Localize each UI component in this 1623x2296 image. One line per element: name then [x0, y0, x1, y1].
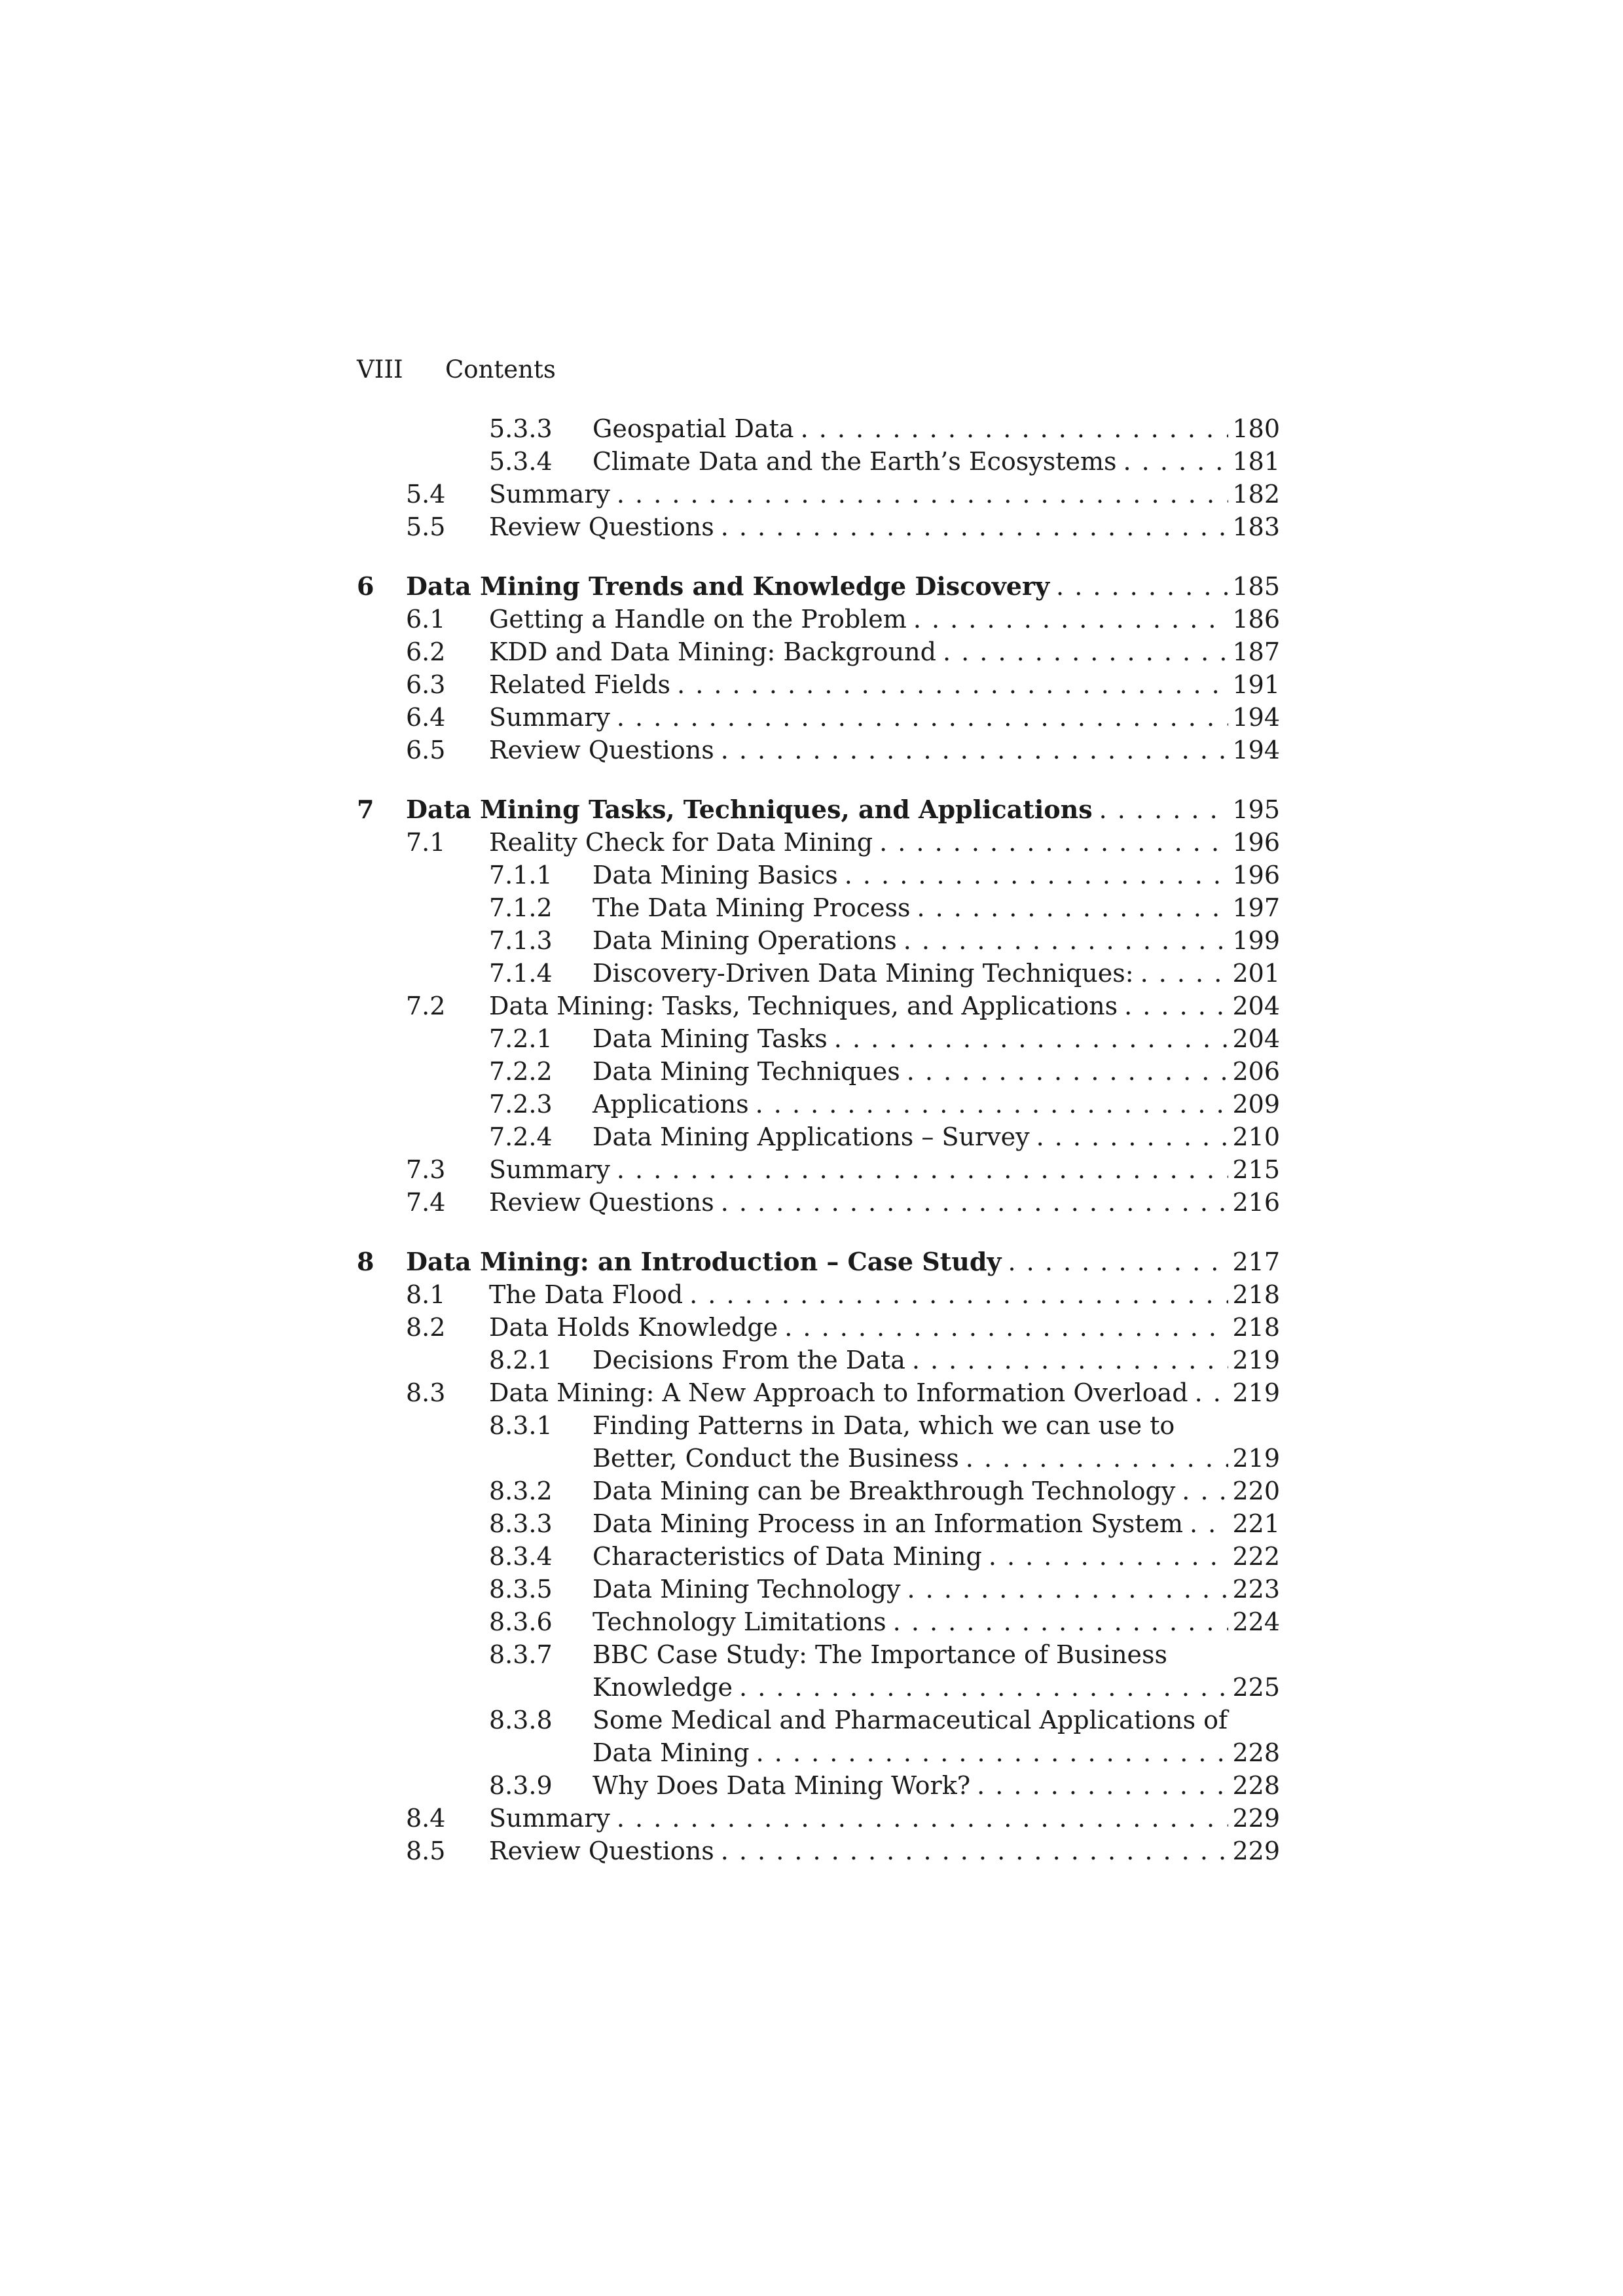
leader-dots: [721, 1186, 1229, 1219]
toc-entry-title: Data Mining Trends and Knowledge Discovery: [406, 571, 1050, 601]
toc-entry-number: 6.1: [406, 605, 446, 634]
toc-entry-number: 8.3: [406, 1378, 446, 1407]
toc-entry[interactable]: [357, 957, 1280, 990]
toc-entry-page: 199: [1232, 926, 1280, 955]
toc-entry-page: 194: [1232, 703, 1280, 732]
toc-entry-page: 225: [1232, 1673, 1280, 1702]
toc-entry-number: 6.5: [406, 736, 446, 764]
toc-entry[interactable]: [357, 412, 1280, 445]
toc-entry-title-continuation: Data Mining: [593, 1738, 750, 1767]
leader-dots: [917, 891, 1228, 924]
toc-entry-title: Some Medical and Pharmaceutical Applications of: [593, 1706, 1228, 1734]
table-of-contents: [357, 412, 1280, 1867]
toc-entry-title: Data Mining Tasks, Techniques, and Applications: [406, 795, 1093, 824]
toc-entry-title: Reality Check for Data Mining: [489, 828, 873, 857]
toc-entry-page: 194: [1232, 736, 1280, 764]
toc-entry[interactable]: [357, 1344, 1280, 1376]
toc-entry-number: 8.3.6: [489, 1607, 553, 1636]
toc-entry-number: 8.2.1: [489, 1346, 553, 1374]
leader-dots: [801, 412, 1229, 445]
toc-entry[interactable]: [357, 1278, 1280, 1311]
toc-entry-page: 196: [1232, 828, 1280, 857]
leader-dots: [1190, 1507, 1228, 1540]
toc-entry-page: 180: [1232, 414, 1280, 443]
leader-dots: [977, 1769, 1228, 1802]
toc-entry-number: 8.3.4: [489, 1542, 553, 1571]
leader-dots: [834, 1022, 1229, 1055]
toc-entry-number: 7.1.3: [489, 926, 553, 955]
toc-entry-title: Data Mining Technology: [593, 1575, 901, 1604]
toc-entry[interactable]: [357, 701, 1280, 734]
toc-entry[interactable]: [357, 1802, 1280, 1835]
toc-entry-page: 229: [1232, 1804, 1280, 1833]
leader-dots: [879, 826, 1228, 859]
toc-entry[interactable]: [357, 734, 1280, 766]
leader-dots: [689, 1278, 1228, 1311]
toc-entry-page: 216: [1232, 1188, 1280, 1217]
toc-entry[interactable]: [357, 1475, 1280, 1507]
toc-entry-page: 221: [1232, 1509, 1280, 1538]
toc-entry-title: Review Questions: [489, 736, 714, 764]
toc-entry-title: Summary: [489, 703, 610, 732]
toc-entry-page: 185: [1232, 572, 1280, 601]
toc-entry-number: 7: [357, 795, 374, 824]
leader-dots: [913, 603, 1229, 636]
toc-entry[interactable]: [357, 924, 1280, 957]
toc-entry-number: 5.5: [406, 512, 446, 541]
toc-entry-page: 196: [1232, 861, 1280, 889]
toc-entry[interactable]: [357, 1507, 1280, 1540]
toc-entry[interactable]: [357, 1573, 1280, 1605]
leader-dots: [721, 511, 1229, 543]
toc-entry-title: Data Mining Applications – Survey: [593, 1122, 1030, 1151]
toc-entry-title: Data Mining Operations: [593, 926, 897, 955]
toc-entry-title: Review Questions: [489, 1188, 714, 1217]
toc-entry-continuation-line[interactable]: [357, 1442, 1280, 1475]
toc-entry-title: Summary: [489, 1155, 610, 1184]
leader-dots: [1140, 957, 1229, 990]
toc-entry-number: 7.2: [406, 992, 446, 1020]
page-number: VIII: [357, 355, 403, 384]
toc-entry-title: Data Holds Knowledge: [489, 1313, 778, 1342]
leader-dots: [1099, 793, 1229, 826]
toc-entry[interactable]: [357, 1835, 1280, 1867]
toc-entry[interactable]: [357, 891, 1280, 924]
toc-entry-title: Data Mining: A New Approach to Information Overload: [489, 1378, 1188, 1407]
toc-entry-title: Climate Data and the Earth’s Ecosystems: [593, 447, 1117, 476]
toc-entry-number: 8.2: [406, 1313, 446, 1342]
toc-entry-continuation-line[interactable]: [357, 1736, 1280, 1769]
toc-entry-page: 201: [1232, 959, 1280, 988]
toc-entry-page: 195: [1232, 795, 1280, 824]
toc-entry-page: 183: [1232, 512, 1280, 541]
toc-entry-number: 5.3.4: [489, 447, 553, 476]
leader-dots: [903, 924, 1229, 957]
toc-entry-title: Finding Patterns in Data, which we can use to: [593, 1411, 1175, 1440]
leader-dots: [1056, 570, 1228, 603]
toc-entry-number: 8.3.2: [489, 1477, 553, 1505]
toc-entry-number: 7.2.3: [489, 1090, 553, 1119]
leader-dots: [1008, 1246, 1229, 1278]
toc-entry[interactable]: [357, 636, 1280, 668]
leader-dots: [1124, 990, 1228, 1022]
toc-entry-number: 6.3: [406, 670, 446, 699]
leader-dots: [617, 1153, 1229, 1186]
toc-entry-number: 7.1.1: [489, 861, 553, 889]
leader-dots: [912, 1344, 1229, 1376]
leader-dots: [907, 1055, 1229, 1088]
toc-entry-page: 222: [1232, 1542, 1280, 1571]
toc-entry-page: 191: [1232, 670, 1280, 699]
leader-dots: [966, 1442, 1229, 1475]
leader-dots: [943, 636, 1229, 668]
toc-entry-page: 215: [1232, 1155, 1280, 1184]
toc-entry-number: 7.1.2: [489, 893, 553, 922]
toc-entry-title-continuation: Knowledge: [593, 1673, 733, 1702]
toc-entry-page: 217: [1232, 1247, 1280, 1276]
toc-entry-number: 5.4: [406, 480, 446, 509]
toc-entry-page: 228: [1232, 1738, 1280, 1767]
toc-entry[interactable]: [357, 1022, 1280, 1055]
leader-dots: [721, 1835, 1229, 1867]
toc-entry-title: Geospatial Data: [593, 414, 794, 443]
leader-dots: [756, 1088, 1229, 1121]
toc-entry[interactable]: [357, 445, 1280, 478]
toc-entry-number: 6.2: [406, 637, 446, 666]
toc-entry[interactable]: [357, 1638, 1280, 1671]
toc-entry-title: Review Questions: [489, 512, 714, 541]
leader-dots: [1036, 1121, 1229, 1153]
toc-entry-number: 8.1: [406, 1280, 446, 1309]
toc-entry-page: 224: [1232, 1607, 1280, 1636]
toc-entry-number: 8.5: [406, 1837, 446, 1865]
toc-entry-title: Summary: [489, 1804, 610, 1833]
toc-entry-title: Decisions From the Data: [593, 1346, 905, 1374]
toc-entry[interactable]: [357, 1605, 1280, 1638]
toc-entry-page: 220: [1232, 1477, 1280, 1505]
toc-chapter-entry[interactable]: [357, 1246, 1280, 1278]
leader-dots: [756, 1736, 1229, 1769]
toc-entry[interactable]: [357, 859, 1280, 891]
toc-entry[interactable]: [357, 1055, 1280, 1088]
toc-entry-title: Data Mining: an Introduction – Case Study: [406, 1247, 1002, 1276]
leader-dots: [1182, 1475, 1228, 1507]
toc-entry-title: Review Questions: [489, 1837, 714, 1865]
leader-dots: [617, 1802, 1229, 1835]
toc-entry[interactable]: [357, 1409, 1280, 1442]
toc-entry-page: 186: [1232, 605, 1280, 634]
leader-dots: [784, 1311, 1228, 1344]
toc-entry-number: 7.2.4: [489, 1122, 553, 1151]
toc-entry-page: 218: [1232, 1280, 1280, 1309]
toc-entry-page: 197: [1232, 893, 1280, 922]
toc-entry-page: 219: [1232, 1378, 1280, 1407]
toc-entry-title: Characteristics of Data Mining: [593, 1542, 982, 1571]
toc-entry[interactable]: [357, 1376, 1280, 1409]
toc-entry-title: The Data Mining Process: [593, 893, 911, 922]
toc-entry-title: KDD and Data Mining: Background: [489, 637, 936, 666]
toc-entry-page: 182: [1232, 480, 1280, 509]
toc-entry-title: Technology Limitations: [593, 1607, 886, 1636]
toc-entry-continuation-line[interactable]: [357, 1671, 1280, 1704]
toc-entry-number: 7.4: [406, 1188, 446, 1217]
toc-chapter-entry[interactable]: [357, 793, 1280, 826]
toc-entry-page: 181: [1232, 447, 1280, 476]
toc-entry-number: 7.1: [406, 828, 446, 857]
toc-entry-page: 187: [1232, 637, 1280, 666]
toc-entry-title: Summary: [489, 480, 610, 509]
toc-entry-number: 8.3.7: [489, 1640, 553, 1669]
toc-entry-page: 219: [1232, 1444, 1280, 1473]
toc-entry[interactable]: [357, 1153, 1280, 1186]
leader-dots: [1123, 445, 1229, 478]
leader-dots: [893, 1605, 1229, 1638]
toc-entry[interactable]: [357, 1769, 1280, 1802]
toc-entry-page: 209: [1232, 1090, 1280, 1119]
toc-entry-title: Why Does Data Mining Work?: [593, 1771, 971, 1800]
toc-entry-title: Data Mining Basics: [593, 861, 838, 889]
toc-entry[interactable]: [357, 1088, 1280, 1121]
toc-entry[interactable]: [357, 478, 1280, 511]
toc-entry-page: 204: [1232, 992, 1280, 1020]
toc-entry-page: 218: [1232, 1313, 1280, 1342]
toc-entry-page: 219: [1232, 1346, 1280, 1374]
leader-dots: [739, 1671, 1228, 1704]
leader-dots: [989, 1540, 1229, 1573]
toc-entry[interactable]: [357, 668, 1280, 701]
toc-entry-number: 7.2.2: [489, 1057, 553, 1086]
toc-entry-number: 6.4: [406, 703, 446, 732]
toc-entry[interactable]: [357, 990, 1280, 1022]
toc-entry-number: 8: [357, 1247, 374, 1276]
toc-entry-page: 228: [1232, 1771, 1280, 1800]
toc-entry-title: Getting a Handle on the Problem: [489, 605, 907, 634]
toc-entry-title: Data Mining Process in an Information System: [593, 1509, 1183, 1538]
toc-entry[interactable]: [357, 603, 1280, 636]
toc-entry-title: The Data Flood: [489, 1280, 684, 1309]
toc-entry[interactable]: [357, 1186, 1280, 1219]
toc-entry-page: 206: [1232, 1057, 1280, 1086]
leader-dots: [677, 668, 1228, 701]
toc-entry-number: 6: [357, 571, 374, 601]
leader-dots: [1195, 1376, 1229, 1409]
toc-entry[interactable]: [357, 1540, 1280, 1573]
toc-entry-title: Data Mining Tasks: [593, 1024, 828, 1053]
leader-dots: [721, 734, 1229, 766]
toc-entry[interactable]: [357, 1311, 1280, 1344]
running-header: [357, 353, 556, 386]
toc-entry-title: Data Mining: Tasks, Techniques, and Applications: [489, 992, 1118, 1020]
toc-entry-number: 8.3.8: [489, 1706, 553, 1734]
toc-entry-title: Data Mining Techniques: [593, 1057, 900, 1086]
toc-entry-number: 7.1.4: [489, 959, 553, 988]
toc-entry-number: 8.3.3: [489, 1509, 553, 1538]
toc-entry-number: 8.3.5: [489, 1575, 553, 1604]
toc-entry-title: Discovery-Driven Data Mining Techniques:: [593, 959, 1134, 988]
leader-dots: [617, 478, 1229, 511]
running-title: Contents: [445, 355, 556, 384]
toc-entry-number: 5.3.3: [489, 414, 553, 443]
toc-entry-title-continuation: Better, Conduct the Business: [593, 1444, 959, 1473]
toc-entry-title: Related Fields: [489, 670, 671, 699]
toc-chapter-entry[interactable]: [357, 570, 1280, 603]
toc-entry-title: BBC Case Study: The Importance of Business: [593, 1640, 1168, 1669]
toc-entry[interactable]: [357, 1121, 1280, 1153]
toc-entry-number: 8.3.9: [489, 1771, 553, 1800]
toc-entry[interactable]: [357, 1704, 1280, 1736]
toc-entry[interactable]: [357, 511, 1280, 543]
leader-dots: [617, 701, 1229, 734]
toc-entry[interactable]: [357, 826, 1280, 859]
toc-entry-title: Applications: [593, 1090, 749, 1119]
leader-dots: [907, 1573, 1229, 1605]
toc-entry-page: 223: [1232, 1575, 1280, 1604]
leader-dots: [845, 859, 1229, 891]
toc-entry-number: 8.3.1: [489, 1411, 553, 1440]
toc-entry-page: 204: [1232, 1024, 1280, 1053]
toc-entry-number: 8.4: [406, 1804, 446, 1833]
toc-entry-page: 229: [1232, 1837, 1280, 1865]
toc-entry-title: Data Mining can be Breakthrough Technology: [593, 1477, 1176, 1505]
toc-entry-page: 210: [1232, 1122, 1280, 1151]
toc-entry-number: 7.2.1: [489, 1024, 553, 1053]
toc-entry-number: 7.3: [406, 1155, 446, 1184]
